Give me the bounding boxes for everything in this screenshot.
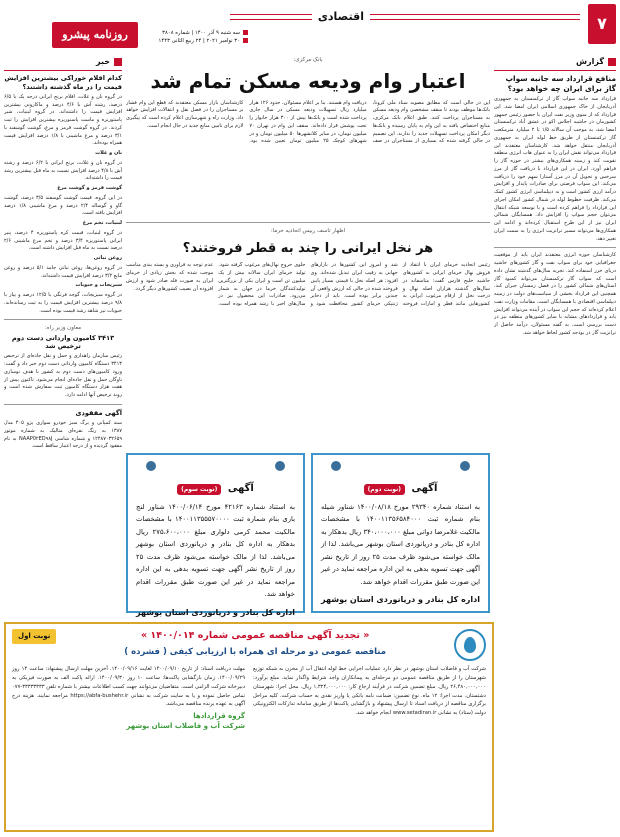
page-number: ۷ xyxy=(588,4,616,44)
report-column xyxy=(494,56,616,830)
main-kicker: بانک مرکزی: xyxy=(293,57,323,63)
news-subhead: لبنیات، تخم مرغ xyxy=(82,220,122,227)
truck-headline[interactable]: ۳۴۱۳ کامیون وارداتی دست دوم ترخیص شد xyxy=(11,333,115,351)
tag-marker-icon xyxy=(114,58,122,66)
tag-marker-icon xyxy=(608,58,616,66)
tender-body xyxy=(12,665,486,732)
lost-notice-body xyxy=(4,420,122,451)
ad-box xyxy=(311,453,490,613)
round-badge: نوبت اول xyxy=(12,629,56,644)
ad-signature: اداره کل بنادر و دریانوردی استان بوشهر xyxy=(320,595,480,605)
ad-title xyxy=(136,481,295,497)
ad-seals xyxy=(321,461,480,477)
main-headline[interactable]: اعتبار وام ودیعه مسکن تمام شد xyxy=(150,68,466,93)
issue-date: سه شنبه ۹ آذر ۱۴۰۰ | شماره ۳۸۰۸ xyxy=(162,30,240,36)
emblem-icon xyxy=(265,461,295,477)
second-article-text: رئیس اتحادیه خرمای ایران با انتقاد از فروش نهال خرمای ایرانی به کشورهای حاشیه خلیج فارس گفت: متاسفانه در سال‌های گذشته هزاران اصله نهال و درخت نخل از ارقام مرغوب ایرانی به کشورهایی مانند قطر و امارات فروخته شد و امروز این کشورها در بازارهای جهانی به رقیب ایران تبدیل شده‌اند. وی افزود: هر اصله نخل با قیمتی بسیار پایین فروخته شده در حالی که ارزش واقعی آن چندین برابر بوده است. باید از ذخایر ژنتیکی خرمای کشور محافظت شود و جلوی خروج نهال‌های مرغوب گرفته شود. تولید خرمای ایران سالانه بیش از یک میلیون تن است و ایران یکی از بزرگترین تولیدکنندگان خرما در جهان به شمار می‌رود. صادرات این محصول نیز در سال‌های اخیر با رشد همراه بوده است. عدم توجه به فرآوری و بسته بندی مناسب موجب شده که بخش زیادی از خرمای ایران به صورت فله صادر شود و ارزش افزوده آن نصیب کشورهای دیگر گردد. xyxy=(126,262,490,308)
issue-date-gregorian: ۳۰ نوامبر ۲۰۲۱ | ۲۴ ربیع الثانی ۱۴۴۳ xyxy=(158,37,240,44)
ad-title xyxy=(321,481,480,497)
truck-kicker: معاون وزیر راه: xyxy=(44,325,82,332)
tender-title: « تجدید آگهی مناقصه عمومی شماره ۱۴۰۰/۰۱۴ » xyxy=(140,630,370,641)
tender-subtitle: مناقصه عمومی دو مرحله ای همراه با ارزیابی کیفی ( فشرده ) xyxy=(124,646,387,657)
news-subhead: نان و غلات xyxy=(95,150,122,157)
ad-seals xyxy=(136,461,295,477)
report-tag-label: گزارش xyxy=(575,57,604,66)
tender-text-right: شرکت آب و فاضلاب استان بوشهر در نظر دارد عملیات اجرایی خط لوله انتقال آب از مخزن به شبکه توزیع شهرستان را از طریق مناقصه عمومی دو مرحله‌ای به پیمانکاران واجد شرایط واگذار نماید. مبلغ برآورد: ۲۶,۴۸۰,۰۰۰,۰۰۰ ریال. مبلغ تضمین شرکت در فرآیند ارجاع کار: ۱,۳۲۴,۰۰۰,۰۰۰ ریال. محل اجرا: شهرستان دشتستان. مدت اجرا: ۱۲ ماه. نوع تضمین: ضمانت نامه بانکی یا واریز نقدی به حساب شرکت. کلیه مراحل برگزاری مناقصه از دریافت اسناد تا ارسال پیشنهاد و بازگشایی پاکت‌ها از طریق سامانه تدارکات الکترونیکی دولت (ستاد) به نشانی www.setadiran.ir انجام خواهد شد. xyxy=(253,666,486,717)
news-body xyxy=(4,94,122,316)
ad-round-badge: (نوبت سوم) xyxy=(177,484,221,495)
tender-ad xyxy=(4,622,494,832)
ad-title-text: آگهی xyxy=(411,483,438,494)
section-title: اقتصادی xyxy=(312,8,370,25)
truck-paragraph: رئیس سازمان راهداری و حمل و نقل جاده‌ای از ترخیص ۳۴۱۳ دستگاه کامیون وارداتی دست دوم خبر داد و گفت: ورود کامیون‌های دست دوم به کشور با هدف نوسازی ناوگان حمل و نقل جاده‌ای انجام می‌شود. تاکنون بیش از هفت هزار دستگاه کامیون ثبت سفارش شده است و روند ترخیص آنها ادامه دارد. xyxy=(4,353,122,399)
emblem-icon xyxy=(450,461,480,477)
news-subhead: گوشت قرمز و گوشت مرغ xyxy=(57,185,122,192)
ad-title-text: آگهی xyxy=(227,483,254,494)
bullet-icon xyxy=(243,30,248,35)
second-kicker: اظهار تاسف رییس اتحادیه خرما: xyxy=(270,227,346,234)
divider xyxy=(4,404,122,405)
tender-left-block xyxy=(12,665,245,732)
ad-box xyxy=(126,453,305,617)
report-paragraph: کارشناسان حوزه انرژی معتقدند ایران باید از موقعیت جغرافیایی خود برای سواپ نفت و گاز کشورهای حاشیه دریای خزر استفاده کند. تجربه سال‌های گذشته نشان داده است که سواپ گاز ترکمنستان می‌تواند کمبود گاز استان‌های شمالی کشور را در فصل زمستان جبران کند. همچنین این قرارداد بخشی از سیاست‌های دولت در زمینه دیپلماسی اقتصادی با همسایگان است. مقامات وزارت نفت اعلام کرده‌اند که حجم این سواپ در آینده می‌تواند افزایش یابد و قراردادهای مشابه با سایر کشورهای منطقه نیز در دست بررسی است. به گفته مسئولان، درآمد حاصل از ترانزیت گاز در بودجه کشور لحاظ خواهد شد. xyxy=(494,252,616,336)
lost-notice-text: سند کمپانی و برگ سبز خودرو سواری پژو ۴۰۵ مدل ۱۳۸۷ به رنگ نقره‌ای متالیک به شماره موتور ۱۲۴۸۷۰۳۲۶۵۹ و شماره شاسی NAAP0۲ED۹۸J به نام مفقود گردیده و از درجه اعتبار ساقط است. xyxy=(4,420,122,450)
ad-body: به استناد شماره ۲۹۳۴۰ مورخ ۱۴۰۰/۰۸/۱۸ شناور شیله بنام شماره ثبت ۱۴۰۰۱۱۳۵۶۵۸۴۰۰۰ با مشخصات مالکیت غلامرضا دوانی مبلغ ۳۴۰،۰۰۰،۰۰۰ ریال بدهکار به اداره کل بنادر و دریانوردی استان بوشهر می‌باشد. لذا از مالک خواسته می‌شود ظرف مدت ۲۵ روز از تاریخ نشر آگهی جهت تسویه بدهی به این اداره مراجعه نماید در غیر این صورت طبق مقررات اقدام خواهد شد. xyxy=(321,502,481,586)
news-paragraph: در این گروه، قیمت گوشت گوسفند ۳/۵ درصد، گوشت گاو و گوساله ۲/۴ درصد و مرغ ماشینی ۱/۸ درصد افزایش یافته است. xyxy=(4,194,122,217)
news-tag xyxy=(4,56,122,71)
truck-body xyxy=(4,353,122,400)
news-tag-label: خبر xyxy=(95,57,110,66)
news-subhead: روغن نباتی xyxy=(93,255,122,262)
tender-header xyxy=(12,629,486,661)
news-paragraph: در گروه سبزیجات، گوجه فرنگی با ۱۲/۵ درصد و پیاز با ۹/۸ درصد بیشترین افزایش قیمت را به ثبت رسانده‌اند. حبوبات نیز شاهد رشد قیمت بوده است. xyxy=(4,292,122,314)
main-article-body xyxy=(126,100,490,218)
tender-text-left: مهلت دریافت اسناد: از تاریخ ۱۴۰۰/۰۹/۱۰ لغایت ۱۴۰۰/۰۹/۱۶. آخرین مهلت ارسال پیشنهاد: ساعت ۱۴ روز ۱۴۰۰/۰۹/۲۹. زمان بازگشایی پاکت‌ها: ساعت ۱۰ روز ۱۴۰۰/۰۹/۳۰. ارائه پاکت الف به صورت فیزیکی به دبیرخانه شرکت الزامی است. متقاضیان می‌توانند جهت کسب اطلاعات بیشتر با شماره تلفن ۳۳۳۳۳۳۳۳-۰۷۷ تماس حاصل نموده و یا به سایت شرکت به نشانی https://abfa-bushehr.ir مراجعه نمایند. هزینه درج آگهی به عهده برنده مناقصه می‌باشد. xyxy=(12,666,245,708)
news-headline[interactable]: کدام اقلام خوراکی بیشترین افزایش قیمت را در ماه گذشته داشتند؟ xyxy=(4,74,122,91)
tender-signature xyxy=(12,712,245,732)
bullet-icon xyxy=(243,38,248,43)
masthead xyxy=(0,0,620,50)
report-paragraph: قرارداد سه جانبه سواپ گاز از ترکمنستان به جمهوری آذربایجان از خاک جمهوری اسلامی ایران امضا شد. این قرارداد که از سوی وزیر نفت ایران با حضور رئیس جمهور کشورمان در حاشیه اجلاس اکو در عشق آباد ترکمنستان امضا شد، به موجب آن سالانه ۱/۵ تا ۲ میلیارد مترمکعب گاز ترکمنستان از طریق خط لوله ایران به جمهوری آذربایجان منتقل خواهد شد. کارشناسان معتقدند این قرارداد می‌تواند نقش ایران را به عنوان هاب انرژی منطقه تقویت کند و زمینه همکاری‌های بیشتر در حوزه گاز را فراهم آورد. ایران در این قرارداد با دریافت گاز از مرز سرخس و تحویل آن در مرز آستارا سهم خود را دریافت می‌کند. این سواپ فرصتی برای صادرات پایدار و افزایش درآمد ارزی کشور است و به دیپلماسی انرژی کشور کمک می‌کند. ظرفیت خطوط لوله در شمال کشور امکان اجرای این قرارداد را فراهم کرده است و با توسعه شبکه انتقال می‌توان حجم سواپ را افزایش داد. همسایگان شمالی ایران نیز از این طرح استقبال کرده‌اند و ادامه این همکاری‌ها می‌تواند مسیر ترانزیت انرژی را به سمت ایران تغییر دهد. xyxy=(494,96,616,242)
ad-body: به استناد شماره ۴۲۱۶۳ مورخ ۱۴۰۰/۰۶/۱۴ شناور لنج باری بنام شماره ثبت ۱۴۰۰۱۱۳۵۵۵۷۰۰۰۰ با مشخصات مالکیت محمد کرمی دلواری مبلغ ۲۷۵،۶۰۰،۰۰۰ ریال بدهکار به اداره کل بنادر و دریانوردی استان بوشهر می‌باشد. لذا از مالک خواسته می‌شود ظرف مدت ۲۵ روز از تاریخ نشر آگهی جهت تسویه بدهی به این اداره مراجعه نماید در غیر این صورت طبق مقررات اقدام خواهد شد. xyxy=(136,502,295,599)
report-body xyxy=(494,96,616,338)
news-paragraph: در گروه نان و غلات، اقلام برنج ایرانی درجه یک با ۶/۵ درصد، رشته آش با ۴/۶ درصد و ماکارونی بیشترین افزایش قیمت را داشته‌اند. در گروه لبنیات، شیر پاستوریزه و ماست پاستوریزه بیشترین افزایش را ثبت کردند. در گروه گوشت قرمز و مرغ، گوشت گوسفند با ۳/۱ درصد و مرغ ماشینی با ۱/۸ درصد افزایش قیمت همراه بوده‌اند. xyxy=(4,93,122,147)
water-company-logo-icon xyxy=(454,629,486,661)
news-paragraph: در گروه لبنیات، قیمت کره پاستوریزه ۴ درصد، پنیر ایرانی پاستوریزه ۳/۴ درصد و تخم مرغ ماشینی ۲/۶ درصد نسبت به ماه قبل افزایش داشته است. xyxy=(4,229,122,252)
news-paragraph: در گروه روغن‌ها، روغن نباتی جامد ۵/۱ درصد و روغن مایع ۳/۲ درصد افزایش قیمت داشته‌اند. xyxy=(4,264,122,279)
ad-round-badge: (نوبت دوم) xyxy=(364,484,405,495)
issue-info xyxy=(148,30,248,46)
newspaper-logo: روزنامه پیشرو xyxy=(52,22,138,48)
lost-notice-title: آگهی مفقودی xyxy=(75,408,122,417)
tender-signature-company: شرکت آب و فاضلاب استان بوشهر xyxy=(126,722,245,731)
tender-signature-dept: گروه قراردادها xyxy=(193,712,245,721)
second-headline[interactable]: هر نخل ایرانی را چند به قطر فروختند؟ xyxy=(182,241,434,257)
ad-row xyxy=(126,453,490,617)
divider xyxy=(126,222,490,223)
main-article-text: این در حالی است که مطابق مصوبه ستاد ملی کرونا، بانک‌ها موظف بودند تا سقف مشخصی وام ودیعه مسکن به مستاجران پرداخت کنند. طبق اعلام بانک مرکزی، منابع اختصاص یافته به این وام به پایان رسیده و بانک‌ها دیگر امکان پرداخت تسهیلات جدید را ندارند. این تصمیم در حالی گرفته شده که بسیاری از مستاجران در صف دریافت وام هستند. بنا بر اعلام مسئولان، حدود ۱۲۶ هزار میلیارد ریال تسهیلات ودیعه مسکن در سال جاری پرداخت شده است و بانک‌ها بیش از ۳۰۰ هزار خانوار را تحت پوشش قرار داده‌اند. سقف این وام در تهران ۷۰ میلیون تومان، در سایر کلانشهرها ۵۰ میلیون تومان و در شهرهای کوچک ۲۵ میلیون تومان تعیین شده بود. کارشناسان بازار مسکن معتقدند که قطع این وام فشار بر مستاجران را در فصل نقل و انتقالات افزایش خواهد داد. وزارت راه و شهرسازی اعلام کرده است که پیگیری لازم برای تامین منابع جدید در حال انجام است. xyxy=(126,99,490,145)
report-headline[interactable]: منافع قرارداد سه جانبه سواپ گاز برای ایران چه خواهد بود؟ xyxy=(505,74,616,93)
divider xyxy=(4,319,122,320)
ad-signature: اداره کل بنادر و دریانوردی استان بوشهر xyxy=(135,608,295,617)
emblem-icon xyxy=(136,461,166,477)
news-subhead: سبزیجات و حبوبات xyxy=(75,282,122,289)
second-article-body xyxy=(126,262,490,384)
divider xyxy=(494,247,616,248)
emblem-icon xyxy=(321,461,351,477)
section-rule xyxy=(230,14,580,20)
news-paragraph: در گروه نان و غلات، برنج ایرانی با ۶/۲ درصد و رشته آش با ۴/۸ درصد افزایش نسبت به ماه قبل بیشترین رشد قیمت را داشته‌اند. xyxy=(4,159,122,182)
tender-titles xyxy=(56,629,454,659)
report-tag xyxy=(494,56,616,71)
